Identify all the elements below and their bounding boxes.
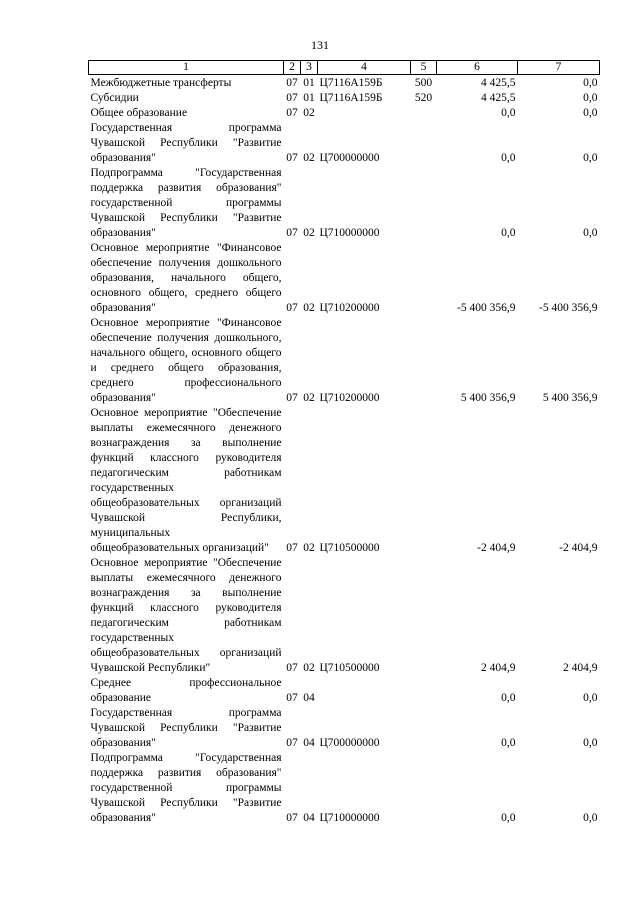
section-code-cell: 07 bbox=[286, 107, 298, 119]
table-row bbox=[89, 556, 600, 676]
row-name-cell: Подпрограмма "Государственная поддержка развития образования" государственной программы Чувашской Республики "Развитие образования" bbox=[90, 752, 282, 824]
section-code-cell: 07 bbox=[286, 77, 298, 89]
target-article-cell bbox=[318, 676, 411, 706]
column-header: 1 bbox=[89, 61, 284, 75]
subsection-code-cell: 02 bbox=[303, 302, 315, 314]
amount-cell: 0,0 bbox=[583, 692, 598, 704]
column-header: 7 bbox=[518, 61, 600, 75]
budget-table bbox=[88, 60, 600, 826]
section-code-cell: 07 bbox=[286, 812, 298, 824]
table-row bbox=[89, 316, 600, 406]
column-header: 2 bbox=[284, 61, 301, 75]
amount-cell: 0,0 bbox=[501, 737, 516, 749]
target-article-cell: Ц710000000 bbox=[319, 812, 380, 824]
target-article-cell: Ц710500000 bbox=[319, 662, 380, 674]
row-name-cell: Основное мероприятие "Финансовое обеспечение получения дошкольного образования, начального общего, основного общего, среднего общего образования" bbox=[90, 242, 282, 314]
expense-type-cell bbox=[411, 751, 437, 826]
subsection-code-cell: 02 bbox=[303, 227, 315, 239]
amount-cell: 5 400 356,9 bbox=[542, 392, 598, 404]
table-row bbox=[89, 751, 600, 826]
table-row bbox=[89, 91, 600, 106]
expense-type-cell bbox=[411, 706, 437, 751]
subsection-code-cell: 04 bbox=[303, 737, 315, 749]
expense-type-cell: 520 bbox=[414, 92, 433, 104]
row-name-cell: Общее образование bbox=[90, 107, 188, 119]
expense-type-cell bbox=[411, 316, 437, 406]
table-row bbox=[89, 106, 600, 121]
amount-cell: -5 400 356,9 bbox=[457, 302, 516, 314]
target-article-cell: Ц710500000 bbox=[319, 542, 380, 554]
column-header: 6 bbox=[437, 61, 518, 75]
amount-cell: 0,0 bbox=[583, 77, 598, 89]
target-article-cell: Ц700000000 bbox=[319, 152, 380, 164]
row-name-cell: Основное мероприятие "Обеспечение выплаты ежемесячного денежного вознаграждения за выполнение функций классного руководителя педагогическим работникам государственных общеобразовательных организаций Чувашской Республики" bbox=[90, 557, 282, 674]
expense-type-cell bbox=[411, 241, 437, 316]
subsection-code-cell: 02 bbox=[303, 107, 315, 119]
amount-cell: 4 425,5 bbox=[481, 92, 516, 104]
amount-cell: 0,0 bbox=[583, 107, 598, 119]
subsection-code-cell: 02 bbox=[303, 392, 315, 404]
amount-cell: -2 404,9 bbox=[559, 542, 598, 554]
amount-cell: 0,0 bbox=[501, 812, 516, 824]
target-article-cell: Ц710000000 bbox=[319, 227, 380, 239]
amount-cell: 5 400 356,9 bbox=[460, 392, 516, 404]
table-row bbox=[89, 406, 600, 556]
section-code-cell: 07 bbox=[286, 392, 298, 404]
subsection-code-cell: 02 bbox=[303, 542, 315, 554]
expense-type-cell: 500 bbox=[414, 77, 433, 89]
table-row bbox=[89, 706, 600, 751]
section-code-cell: 07 bbox=[286, 692, 298, 704]
row-name-cell: Подпрограмма "Государственная поддержка развития образования" государственной программы Чувашской Республики "Развитие образования" bbox=[90, 167, 282, 239]
table-row bbox=[89, 75, 600, 92]
subsection-code-cell: 01 bbox=[303, 77, 315, 89]
row-name-cell: Межбюджетные трансферты bbox=[90, 77, 232, 89]
amount-cell: -2 404,9 bbox=[477, 542, 516, 554]
row-name-cell: Субсидии bbox=[90, 92, 139, 104]
row-name-cell: Государственная программа Чувашской Республики "Развитие образования" bbox=[90, 707, 282, 749]
target-article-cell: Ц700000000 bbox=[319, 737, 380, 749]
row-name-cell: Государственная программа Чувашской Республики "Развитие образования" bbox=[90, 122, 282, 164]
column-header: 4 bbox=[318, 61, 411, 75]
amount-cell: 0,0 bbox=[583, 737, 598, 749]
subsection-code-cell: 02 bbox=[303, 152, 315, 164]
expense-type-cell bbox=[411, 106, 437, 121]
subsection-code-cell: 02 bbox=[303, 662, 315, 674]
subsection-code-cell: 01 bbox=[303, 92, 315, 104]
subsection-code-cell: 04 bbox=[303, 812, 315, 824]
target-article-cell: Ц710200000 bbox=[319, 302, 380, 314]
amount-cell: 2 404,9 bbox=[563, 662, 598, 674]
amount-cell: 0,0 bbox=[501, 227, 516, 239]
table-header-row bbox=[89, 61, 600, 75]
target-article-cell: Ц710200000 bbox=[319, 392, 380, 404]
amount-cell: 0,0 bbox=[583, 227, 598, 239]
section-code-cell: 07 bbox=[286, 542, 298, 554]
table-row bbox=[89, 676, 600, 706]
row-name-cell: Основное мероприятие "Обеспечение выплаты ежемесячного денежного вознаграждения за выполнение функций классного руководителя педагогическим работникам государственных общеобразовательных организаций Чувашской Республики, муниципальных общеобразовательных организаций" bbox=[90, 407, 282, 554]
section-code-cell: 07 bbox=[286, 92, 298, 104]
expense-type-cell bbox=[411, 166, 437, 241]
row-name-cell: Основное мероприятие "Финансовое обеспечение получения дошкольного, начального общего, основного общего и среднего общего образования, среднего профессионального образования" bbox=[90, 317, 282, 404]
amount-cell: 0,0 bbox=[583, 92, 598, 104]
row-name-cell: Среднее профессиональное образование bbox=[90, 677, 282, 704]
column-header: 5 bbox=[411, 61, 437, 75]
expense-type-cell bbox=[411, 676, 437, 706]
expense-type-cell bbox=[411, 121, 437, 166]
target-article-cell: Ц7116А159Б bbox=[319, 77, 383, 89]
section-code-cell: 07 bbox=[286, 227, 298, 239]
section-code-cell: 07 bbox=[286, 152, 298, 164]
section-code-cell: 07 bbox=[286, 737, 298, 749]
page-number: 131 bbox=[311, 38, 329, 52]
amount-cell: 0,0 bbox=[501, 107, 516, 119]
expense-type-cell bbox=[411, 406, 437, 556]
target-article-cell bbox=[318, 106, 411, 121]
table-row bbox=[89, 241, 600, 316]
amount-cell: 0,0 bbox=[583, 812, 598, 824]
amount-cell: 0,0 bbox=[501, 692, 516, 704]
amount-cell: 4 425,5 bbox=[481, 77, 516, 89]
table-row bbox=[89, 166, 600, 241]
expense-type-cell bbox=[411, 556, 437, 676]
table-row bbox=[89, 121, 600, 166]
target-article-cell: Ц7116А159Б bbox=[319, 92, 383, 104]
amount-cell: -5 400 356,9 bbox=[539, 302, 598, 314]
subsection-code-cell: 04 bbox=[303, 692, 315, 704]
column-header: 3 bbox=[301, 61, 318, 75]
section-code-cell: 07 bbox=[286, 302, 298, 314]
section-code-cell: 07 bbox=[286, 662, 298, 674]
amount-cell: 2 404,9 bbox=[481, 662, 516, 674]
amount-cell: 0,0 bbox=[501, 152, 516, 164]
amount-cell: 0,0 bbox=[583, 152, 598, 164]
